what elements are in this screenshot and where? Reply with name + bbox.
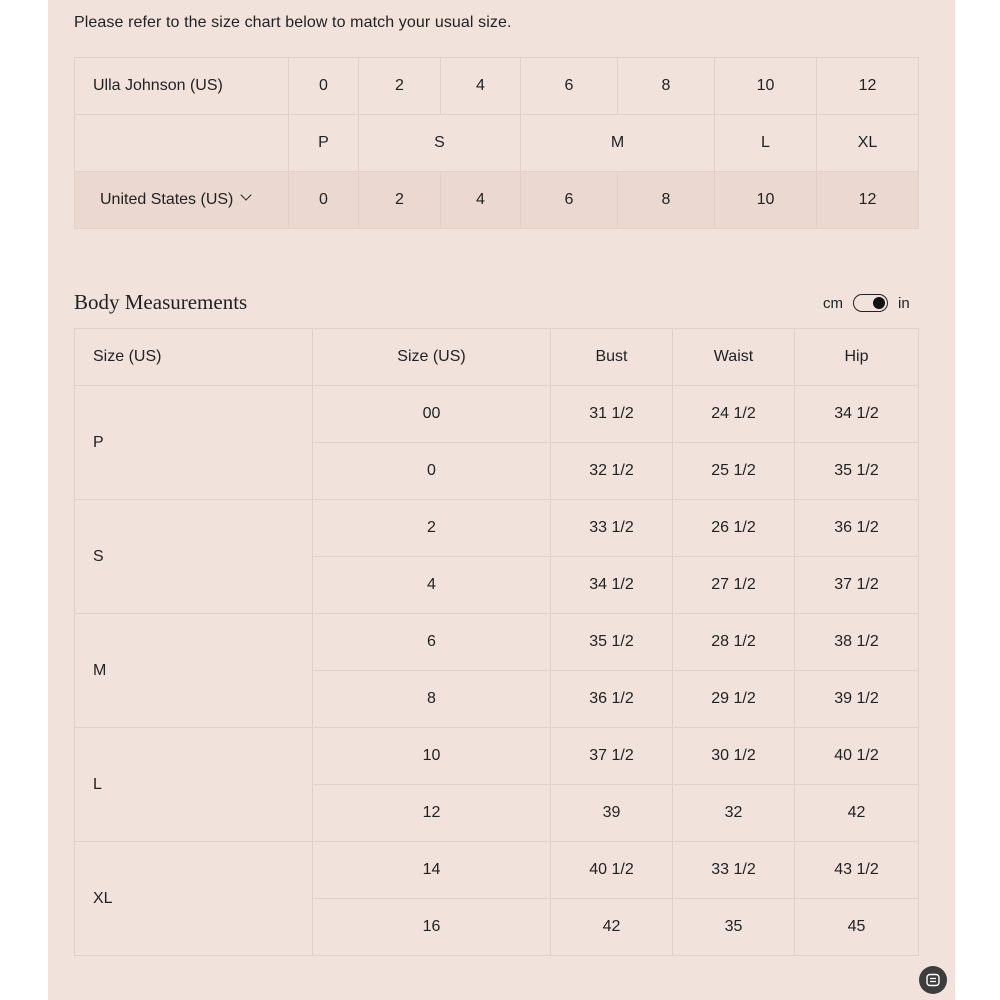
column-header: Size (US): [313, 329, 551, 386]
table-header-row: [75, 329, 919, 386]
size-cell: 00: [313, 386, 551, 443]
waist-cell: 33 1/2: [673, 842, 795, 899]
size-cell: 10: [313, 728, 551, 785]
region-size-cell: 4: [441, 172, 521, 229]
brand-size-cell: 12: [817, 58, 919, 115]
brand-size-cell: 0: [289, 58, 359, 115]
table-row: [75, 386, 919, 443]
hip-cell: 37 1/2: [795, 557, 919, 614]
bust-cell: 32 1/2: [551, 443, 673, 500]
letter-size-cell: XL: [817, 115, 919, 172]
letter-size-cell: P: [289, 115, 359, 172]
size-chart-panel: [48, 0, 955, 1000]
bust-cell: 33 1/2: [551, 500, 673, 557]
bust-cell: 34 1/2: [551, 557, 673, 614]
size-cell: 14: [313, 842, 551, 899]
size-cell: 12: [313, 785, 551, 842]
column-header: Size (US): [75, 329, 313, 386]
column-header: Bust: [551, 329, 673, 386]
brand-size-cell: 6: [521, 58, 618, 115]
region-size-row: [75, 172, 919, 229]
empty-cell: [75, 115, 289, 172]
column-header: Waist: [673, 329, 795, 386]
region-size-cell: 12: [817, 172, 919, 229]
hip-cell: 40 1/2: [795, 728, 919, 785]
size-cell: 4: [313, 557, 551, 614]
brand-size-cell: 10: [715, 58, 817, 115]
bust-cell: 39: [551, 785, 673, 842]
letter-size-cell: M: [521, 115, 715, 172]
size-cell: 16: [313, 899, 551, 956]
unit-switch[interactable]: [853, 294, 888, 312]
region-size-cell: 0: [289, 172, 359, 229]
waist-cell: 30 1/2: [673, 728, 795, 785]
letter-size-cell: L: [75, 728, 313, 842]
brand-size-cell: 8: [618, 58, 715, 115]
region-select[interactable]: [75, 172, 289, 229]
table-row: [75, 728, 919, 785]
hip-cell: 34 1/2: [795, 386, 919, 443]
chat-help-button[interactable]: [919, 966, 947, 994]
column-header: Hip: [795, 329, 919, 386]
table-row: [75, 614, 919, 671]
bust-cell: 36 1/2: [551, 671, 673, 728]
hip-cell: 36 1/2: [795, 500, 919, 557]
letter-size-cell: S: [359, 115, 521, 172]
waist-cell: 35: [673, 899, 795, 956]
table-row: [75, 500, 919, 557]
bust-cell: 40 1/2: [551, 842, 673, 899]
letter-size-cell: M: [75, 614, 313, 728]
letter-size-cell: S: [75, 500, 313, 614]
brand-size-row: [75, 58, 919, 115]
unit-cm-label[interactable]: cm: [823, 294, 843, 312]
hip-cell: 39 1/2: [795, 671, 919, 728]
region-size-cell: 8: [618, 172, 715, 229]
hip-cell: 42: [795, 785, 919, 842]
waist-cell: 27 1/2: [673, 557, 795, 614]
waist-cell: 25 1/2: [673, 443, 795, 500]
brand-size-cell: 4: [441, 58, 521, 115]
size-cell: 6: [313, 614, 551, 671]
bust-cell: 31 1/2: [551, 386, 673, 443]
bust-cell: 42: [551, 899, 673, 956]
intro-text: Please refer to the size chart below to match your usual size.: [74, 14, 512, 31]
body-measurements-title: Body Measurements: [74, 290, 248, 314]
waist-cell: 28 1/2: [673, 614, 795, 671]
letter-size-row: [75, 115, 919, 172]
bust-cell: 35 1/2: [551, 614, 673, 671]
size-conversion-table: [74, 57, 919, 229]
letter-size-cell: L: [715, 115, 817, 172]
bust-cell: 37 1/2: [551, 728, 673, 785]
region-size-cell: 2: [359, 172, 441, 229]
letter-size-cell: XL: [75, 842, 313, 956]
switch-knob: [873, 297, 885, 309]
brand-size-cell: 2: [359, 58, 441, 115]
region-size-cell: 10: [715, 172, 817, 229]
hip-cell: 43 1/2: [795, 842, 919, 899]
unit-toggle: [823, 292, 910, 314]
waist-cell: 32: [673, 785, 795, 842]
waist-cell: 29 1/2: [673, 671, 795, 728]
waist-cell: 24 1/2: [673, 386, 795, 443]
letter-size-cell: P: [75, 386, 313, 500]
size-cell: 8: [313, 671, 551, 728]
brand-label: Ulla Johnson (US): [75, 58, 289, 115]
hip-cell: 45: [795, 899, 919, 956]
size-cell: 2: [313, 500, 551, 557]
unit-in-label[interactable]: in: [898, 294, 910, 312]
hip-cell: 38 1/2: [795, 614, 919, 671]
waist-cell: 26 1/2: [673, 500, 795, 557]
hip-cell: 35 1/2: [795, 443, 919, 500]
region-size-cell: 6: [521, 172, 618, 229]
chat-help-icon: [925, 972, 941, 988]
size-cell: 0: [313, 443, 551, 500]
region-select-label: United States (US): [100, 191, 234, 208]
chevron-down-icon: [241, 189, 252, 200]
table-row: [75, 842, 919, 899]
body-measurements-table: [74, 328, 919, 956]
